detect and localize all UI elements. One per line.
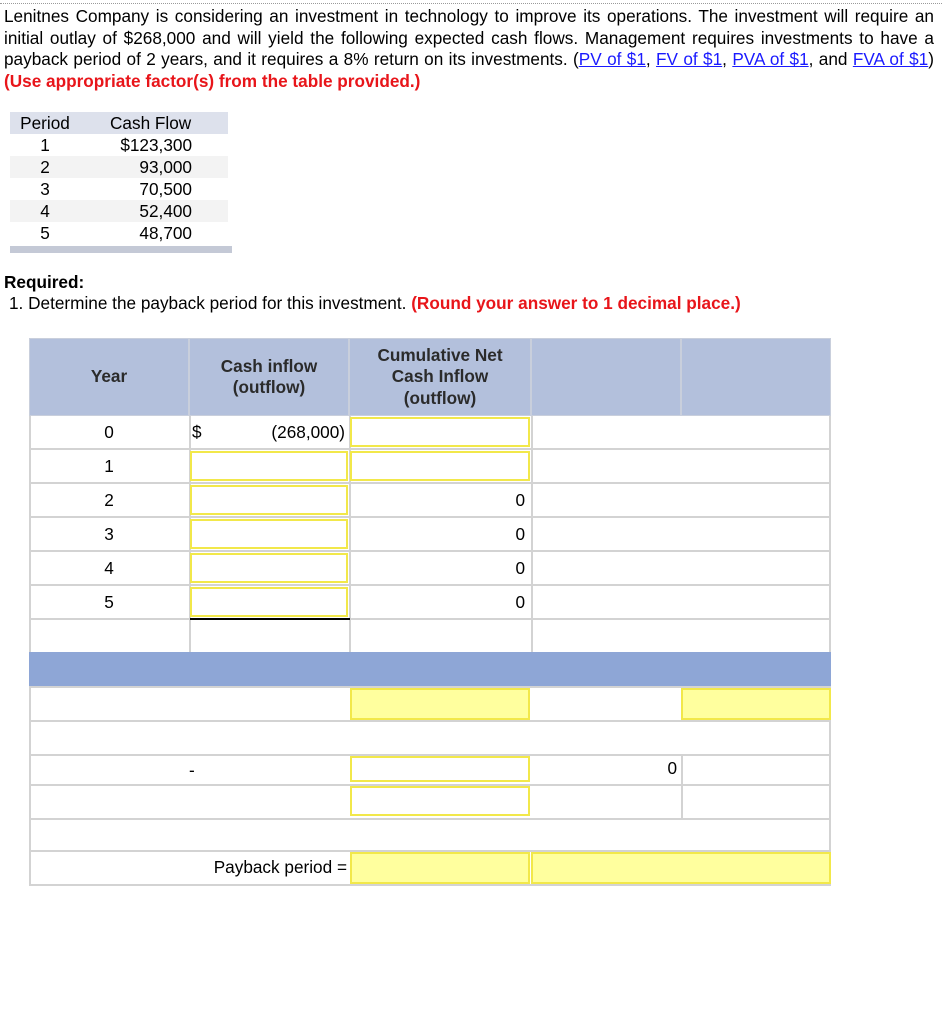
row-divider bbox=[29, 550, 831, 552]
initial-outlay: (268,000) bbox=[271, 422, 345, 442]
year-4: 4 bbox=[104, 558, 114, 578]
link-pva-of-1[interactable]: PVA of $1 bbox=[732, 49, 809, 69]
row-divider bbox=[29, 618, 831, 620]
col-divider bbox=[681, 754, 683, 818]
cash-inflow-input-year-1[interactable] bbox=[190, 451, 348, 481]
required-item: 1. Determine the payback period for this investment. bbox=[9, 293, 407, 313]
cumulative-year-2: 0 bbox=[515, 490, 525, 510]
cumulative-header-label: Cumulative Net Cash Inflow (outflow) bbox=[377, 344, 503, 408]
year-header-label: Year bbox=[90, 366, 128, 387]
payback-worksheet bbox=[29, 338, 831, 886]
table-row bbox=[10, 156, 228, 178]
problem-text: Lenitnes Company is considering an investment in technology to improve its operations. The investment will require an initial outlay of $268,000 and will yield the following expected cash flows. Management requires investments to have a payback period of 2 years, and it requires a 8% return on its investments. bbox=[4, 6, 934, 69]
total-underline bbox=[190, 618, 350, 620]
calc-input-1[interactable] bbox=[350, 688, 530, 720]
separator: , and bbox=[808, 49, 853, 69]
cash-inflow-input-year-2[interactable] bbox=[190, 485, 348, 515]
cash-flow-header-label: Cash Flow bbox=[110, 113, 192, 133]
cumulative-input-year-1[interactable] bbox=[350, 451, 530, 481]
year-3: 3 bbox=[104, 524, 114, 544]
section-band bbox=[29, 652, 831, 686]
cumulative-year-5: 0 bbox=[515, 592, 525, 612]
cumulative-header bbox=[349, 338, 531, 416]
required-section bbox=[4, 272, 741, 314]
cash-inflow-input-year-5[interactable] bbox=[190, 587, 348, 617]
row-divider bbox=[29, 584, 831, 586]
cash-inflow-header-label: Cash inflow (outflow) bbox=[220, 355, 318, 397]
row-divider bbox=[29, 482, 831, 484]
flow-cell: 52,400 bbox=[139, 201, 192, 221]
table-row bbox=[10, 178, 228, 200]
result-value: 0 bbox=[667, 758, 677, 778]
col-divider bbox=[29, 686, 31, 886]
period-cell: 1 bbox=[40, 135, 50, 155]
year-1: 1 bbox=[104, 456, 114, 476]
year-5: 5 bbox=[104, 592, 114, 612]
col-divider bbox=[829, 416, 831, 652]
period-cell: 4 bbox=[40, 201, 50, 221]
minus-sign: - bbox=[189, 760, 195, 780]
year-0: 0 bbox=[104, 422, 114, 442]
calc-input-4[interactable] bbox=[350, 786, 530, 816]
link-fv-of-1[interactable]: FV of $1 bbox=[656, 49, 723, 69]
empty-header-1 bbox=[531, 338, 681, 416]
row-divider bbox=[29, 448, 831, 450]
separator: , bbox=[722, 49, 733, 69]
cash-inflow-input-year-3[interactable] bbox=[190, 519, 348, 549]
cumulative-input-year-0[interactable] bbox=[350, 417, 530, 447]
calc-input-3[interactable] bbox=[350, 756, 530, 782]
flow-cell: 70,500 bbox=[139, 179, 192, 199]
calc-input-2[interactable] bbox=[681, 688, 831, 720]
row-divider bbox=[29, 818, 831, 820]
row-divider bbox=[29, 884, 831, 886]
flow-cell: 48,700 bbox=[139, 223, 192, 243]
table-footer-bar bbox=[10, 246, 232, 253]
table-row bbox=[10, 200, 228, 222]
col-divider bbox=[531, 416, 533, 652]
required-heading: Required: bbox=[4, 272, 85, 292]
instruction-note: (Use appropriate factor(s) from the table provided.) bbox=[4, 70, 421, 91]
table-row bbox=[10, 222, 228, 244]
period-cell: 2 bbox=[40, 157, 50, 177]
dollar-sign: $ bbox=[192, 422, 202, 442]
link-fva-of-1[interactable]: FVA of $1 bbox=[852, 49, 929, 69]
separator: , bbox=[645, 49, 657, 69]
cumulative-year-3: 0 bbox=[515, 524, 525, 544]
cash-inflow-input-year-4[interactable] bbox=[190, 553, 348, 583]
cash-flow-table bbox=[10, 112, 232, 253]
period-cell: 5 bbox=[40, 223, 50, 243]
empty-header-2 bbox=[681, 338, 831, 416]
open-paren: ( bbox=[573, 49, 579, 69]
cash-flow-header bbox=[10, 112, 228, 134]
table-row bbox=[10, 134, 228, 156]
link-pv-of-1[interactable]: PV of $1 bbox=[578, 49, 646, 69]
year-header bbox=[29, 338, 189, 416]
flow-cell: 93,000 bbox=[139, 157, 192, 177]
top-divider bbox=[0, 3, 942, 4]
row-divider bbox=[29, 516, 831, 518]
close-paren: ) bbox=[928, 49, 934, 69]
cumulative-year-4: 0 bbox=[515, 558, 525, 578]
payback-unit-input[interactable] bbox=[531, 852, 831, 884]
rounding-note: (Round your answer to 1 decimal place.) bbox=[411, 293, 741, 313]
cash-inflow-header bbox=[189, 338, 349, 416]
payback-period-input[interactable] bbox=[350, 852, 530, 884]
flow-cell: $123,300 bbox=[120, 135, 192, 155]
payback-period-label: Payback period = bbox=[213, 857, 347, 877]
period-cell: 3 bbox=[40, 179, 50, 199]
period-header: Period bbox=[20, 113, 70, 133]
year-2: 2 bbox=[104, 490, 114, 510]
problem-statement bbox=[4, 6, 934, 92]
row-divider bbox=[29, 720, 831, 722]
